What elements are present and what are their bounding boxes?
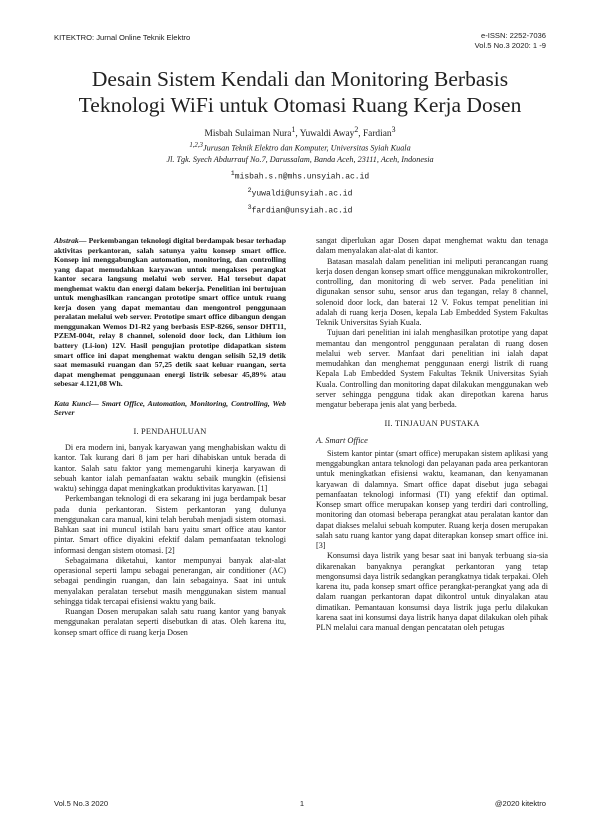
author-1: Misbah Sulaiman Nura [204, 129, 292, 140]
journal-meta [475, 31, 546, 51]
eissn: e-ISSN: 2252-7036 [480, 31, 546, 40]
review-paragraph-2: Konsumsi daya listrik yang besar saat ini banyak terbuang sia-sia dikarenakan banyaknya perangkat perkantoran yang tetap mengonsumsi daya listrik sedangkan perangkatnya tidak terpakai. Oleh karena itu, pada konsep smart office perangkat-perangkat yang ada di dalam ruangan perkantoran dapat dikontrol untuk dinyalakan atau dimatikan. Pemantauan konsumsi daya listrik juga perlu dilakukan karena saat ini konsumsi daya listrik hanya dapat dilakukan oleh pihak PLN melalui cara manual dengan pencatatan oleh petugas [316, 551, 548, 632]
abstract [54, 236, 286, 389]
abstract-text: — Perkembangan teknologi digital berdampak besar terhadap aktivitas perkantoran, salah satunya yaitu konsep smart office. Konsep ini menggabungkan automation, monitoring, dan controlling yang dapat memudahkan karyawan untuk mengakses perangkat kantor secara langsung melalui web server. Hal tersebut dapat menghemat waktu dan energi dalam bekerja. Penelitian ini bertujuan untuk menghasilkan rancangan prototipe smart office untuk ruang kerja dosen yang dapat memantau dan mengontrol penggunaan peralatan melalui web server. Prototipe smart office dibangun dengan menggunakan Wemos D1-R2 yang berbasis ESP-8266, sensor DHT11, PZEM-004t, relay 8 channel, solenoid door lock, dan Lithium ion battery (Li-ion) 12V. Hasil pengujian prototipe didapatkan sistem smart office ini dapat menghemat waktu dengan selisih 52,19 detik saat memasuki ruangan dan 57,25 detik saat keluar ruangan, serta dapat menghemat penggunaan energi listrik sebesar 45,89% atau sebesar 4.121,08 Wh. [54, 236, 286, 389]
author-3-sup: 3 [391, 125, 396, 134]
email-3: fardian@unsyiah.ac.id [251, 206, 353, 216]
review-paragraph-1: Sistem kantor pintar (smart office) merupakan sistem aplikasi yang menggabungkan antara teknologi dan pelayanan pada area perkantoran untuk meningkatkan efisiensi waktu, keamanan, dan kenyamanan karyawan di dalamnya. Smart office dapat disebut juga sebagai pemanfaatan teknologi informasi (TI) yang efektif dan optimal. Konsep smart office merupakan konsep yang terdiri dari controlling, monitoring dan otomasi beberapa perangkat atau peralatan kantor dan dapat diakses melalui sebuah komputer. Ruang kerja dosen merupakan salah satu ruang kantor yang dapat diterapkan konsep smart office ini. [3] [316, 448, 548, 550]
email-2: yuwaldi@unsyiah.ac.id [251, 189, 353, 199]
affil-line-2: Jl. Tgk. Syech Abdurrauf No.7, Darussalam, Banda Aceh, 23111, Aceh, Indonesia [166, 154, 434, 164]
subsection-heading-smart-office: A. Smart Office [316, 435, 368, 445]
intro-paragraph-5: Batasan masalah dalam penelitian ini meliputi perancangan ruang kerja dosen dengan konsep smart office menggunakan mikrokontroller, controlling, dan monitoring di web server. Pada penelitian ini digunakan sensor suhu, sensor arus dan tegangan, relay 8 channel, solenoid door lock, dan baterai 12 V. Fokus tempat penelitian ini adalah di ruang kerja Dosen, kepala Lab Embedded System Fakultas Teknik Universitas Syiah Kuala. [316, 256, 548, 327]
affiliation [40, 140, 560, 165]
section-heading-introduction: I. PENDAHULUAN [133, 426, 207, 436]
author-1-sup: 1 [291, 125, 296, 134]
email-list [40, 167, 560, 218]
intro-paragraph-3: Sebagaimana diketahui, kantor mempunyai banyak alat-alat operasional seperti lampu sebagai penerangan, air conditioner (AC) sebagai pendingin ruangan, dan lain sebagainya. Saat ini untuk menyalakan peralatan tersebut masih menggunakan sistem manual sehingga tidak tercapai efisiensi waktu yang baik. [54, 555, 286, 606]
paper-title [40, 66, 560, 118]
email-3-sup: 3 [247, 203, 252, 212]
section-heading-literature-review: II. TINJAUAN PUSTAKA [384, 419, 480, 429]
left-column [54, 236, 286, 638]
abstract-label: Abstrak [54, 236, 79, 245]
keywords-text: — Smart Office, Automation, Monitoring, Controlling, Web Server [54, 398, 286, 418]
keywords-label: Kata Kunci [54, 398, 92, 408]
intro-paragraph-2: Perkembangan teknologi di era sekarang ini juga berdampak besar pada dunia perkantoran. Sistem perkantoran yang dulunya menggunakan cara manual, kini telah berubah menjadi sistem otomasi. Bahkan saat ini muncul istilah baru yaitu smart office atau kantor pintar. Smart office diyakini efektif dalam pemanfaatan teknologi informasi dengan sistem otomasi. [2] [54, 494, 286, 555]
email-1: misbah.s.n@mhs.unsyiah.ac.id [234, 172, 370, 182]
intro-paragraph-6: Tujuan dari penelitian ini ialah menghasilkan prototipe yang dapat memantau dan mengontrol penggunaan peralatan di ruang dosen melalui web server. Manfaat dari penelitian ini ialah dapat memudahkan dan menghemat penggunaan energi listrik di ruang Kepala Lab Embedded System Fakultas Teknik Universitas Syiah Kuala. Controlling dan monitoring dapat dilakukan menggunakan web server sehingga pengguna tidak akan direpotkan karena harus mengatur beberapa jenis alat yang berbeda. [316, 328, 548, 409]
author-list: Misbah Sulaiman Nura$^1$, Yuwaldi Away$^2$, Fardian$^3$ [204, 125, 396, 140]
email-1-sup: 1 [230, 169, 235, 177]
author-2-sup: 2 [354, 125, 359, 134]
affil-sup: 1,2,3 [189, 142, 203, 149]
page-number: 1 [299, 799, 305, 808]
author-2: Yuwaldi Away [299, 129, 355, 140]
volume-pages: Vol.5 No.3 2020: 1 -9 [474, 41, 546, 50]
keywords [54, 399, 286, 418]
author-3: Fardian [362, 129, 392, 140]
intro-paragraph-1: Di era modern ini, banyak karyawan yang menghabiskan waktu di kantor. Tak kurang dari 8 jam per hari dihabiskan untuk berada di kantor. Salah satu faktor yang memengaruhi kinerja karyawan di sebuah kantor ialah pemanfaatan waktu sebaik mungkin (efisiensi waktu) sehingga dapat meningkatkan produktivitas karyawan. [1] [54, 443, 286, 494]
right-column [316, 236, 548, 633]
journal-name: KITEKTRO: Jurnal Online Teknik Elektro [54, 33, 191, 42]
footer-volume: Vol.5 No.3 2020 [54, 799, 109, 808]
footer-copyright: @2020 kitektro [494, 799, 546, 808]
intro-paragraph-4-continued: sangat diperlukan agar Dosen dapat menghemat waktu dan tenaga dalam menyalakan alat-alat di kantor. [316, 236, 548, 256]
title-line-1: Desain Sistem Kendali dan Monitoring Berbasis [91, 67, 509, 91]
affil-line-1: Jurusan Teknik Elektro dan Komputer, Universitas Syiah Kuala [202, 143, 411, 153]
intro-paragraph-4: Ruangan Dosen merupakan salah satu ruang kantor yang banyak menggunakan peralatan seperti disebutkan di atas. Oleh karena itu, konsep smart office di ruang kerja Dosen [54, 607, 286, 637]
email-2-sup: 2 [247, 186, 252, 195]
title-line-2: Teknologi WiFi untuk Otomasi Ruang Kerja Dosen [78, 93, 522, 117]
